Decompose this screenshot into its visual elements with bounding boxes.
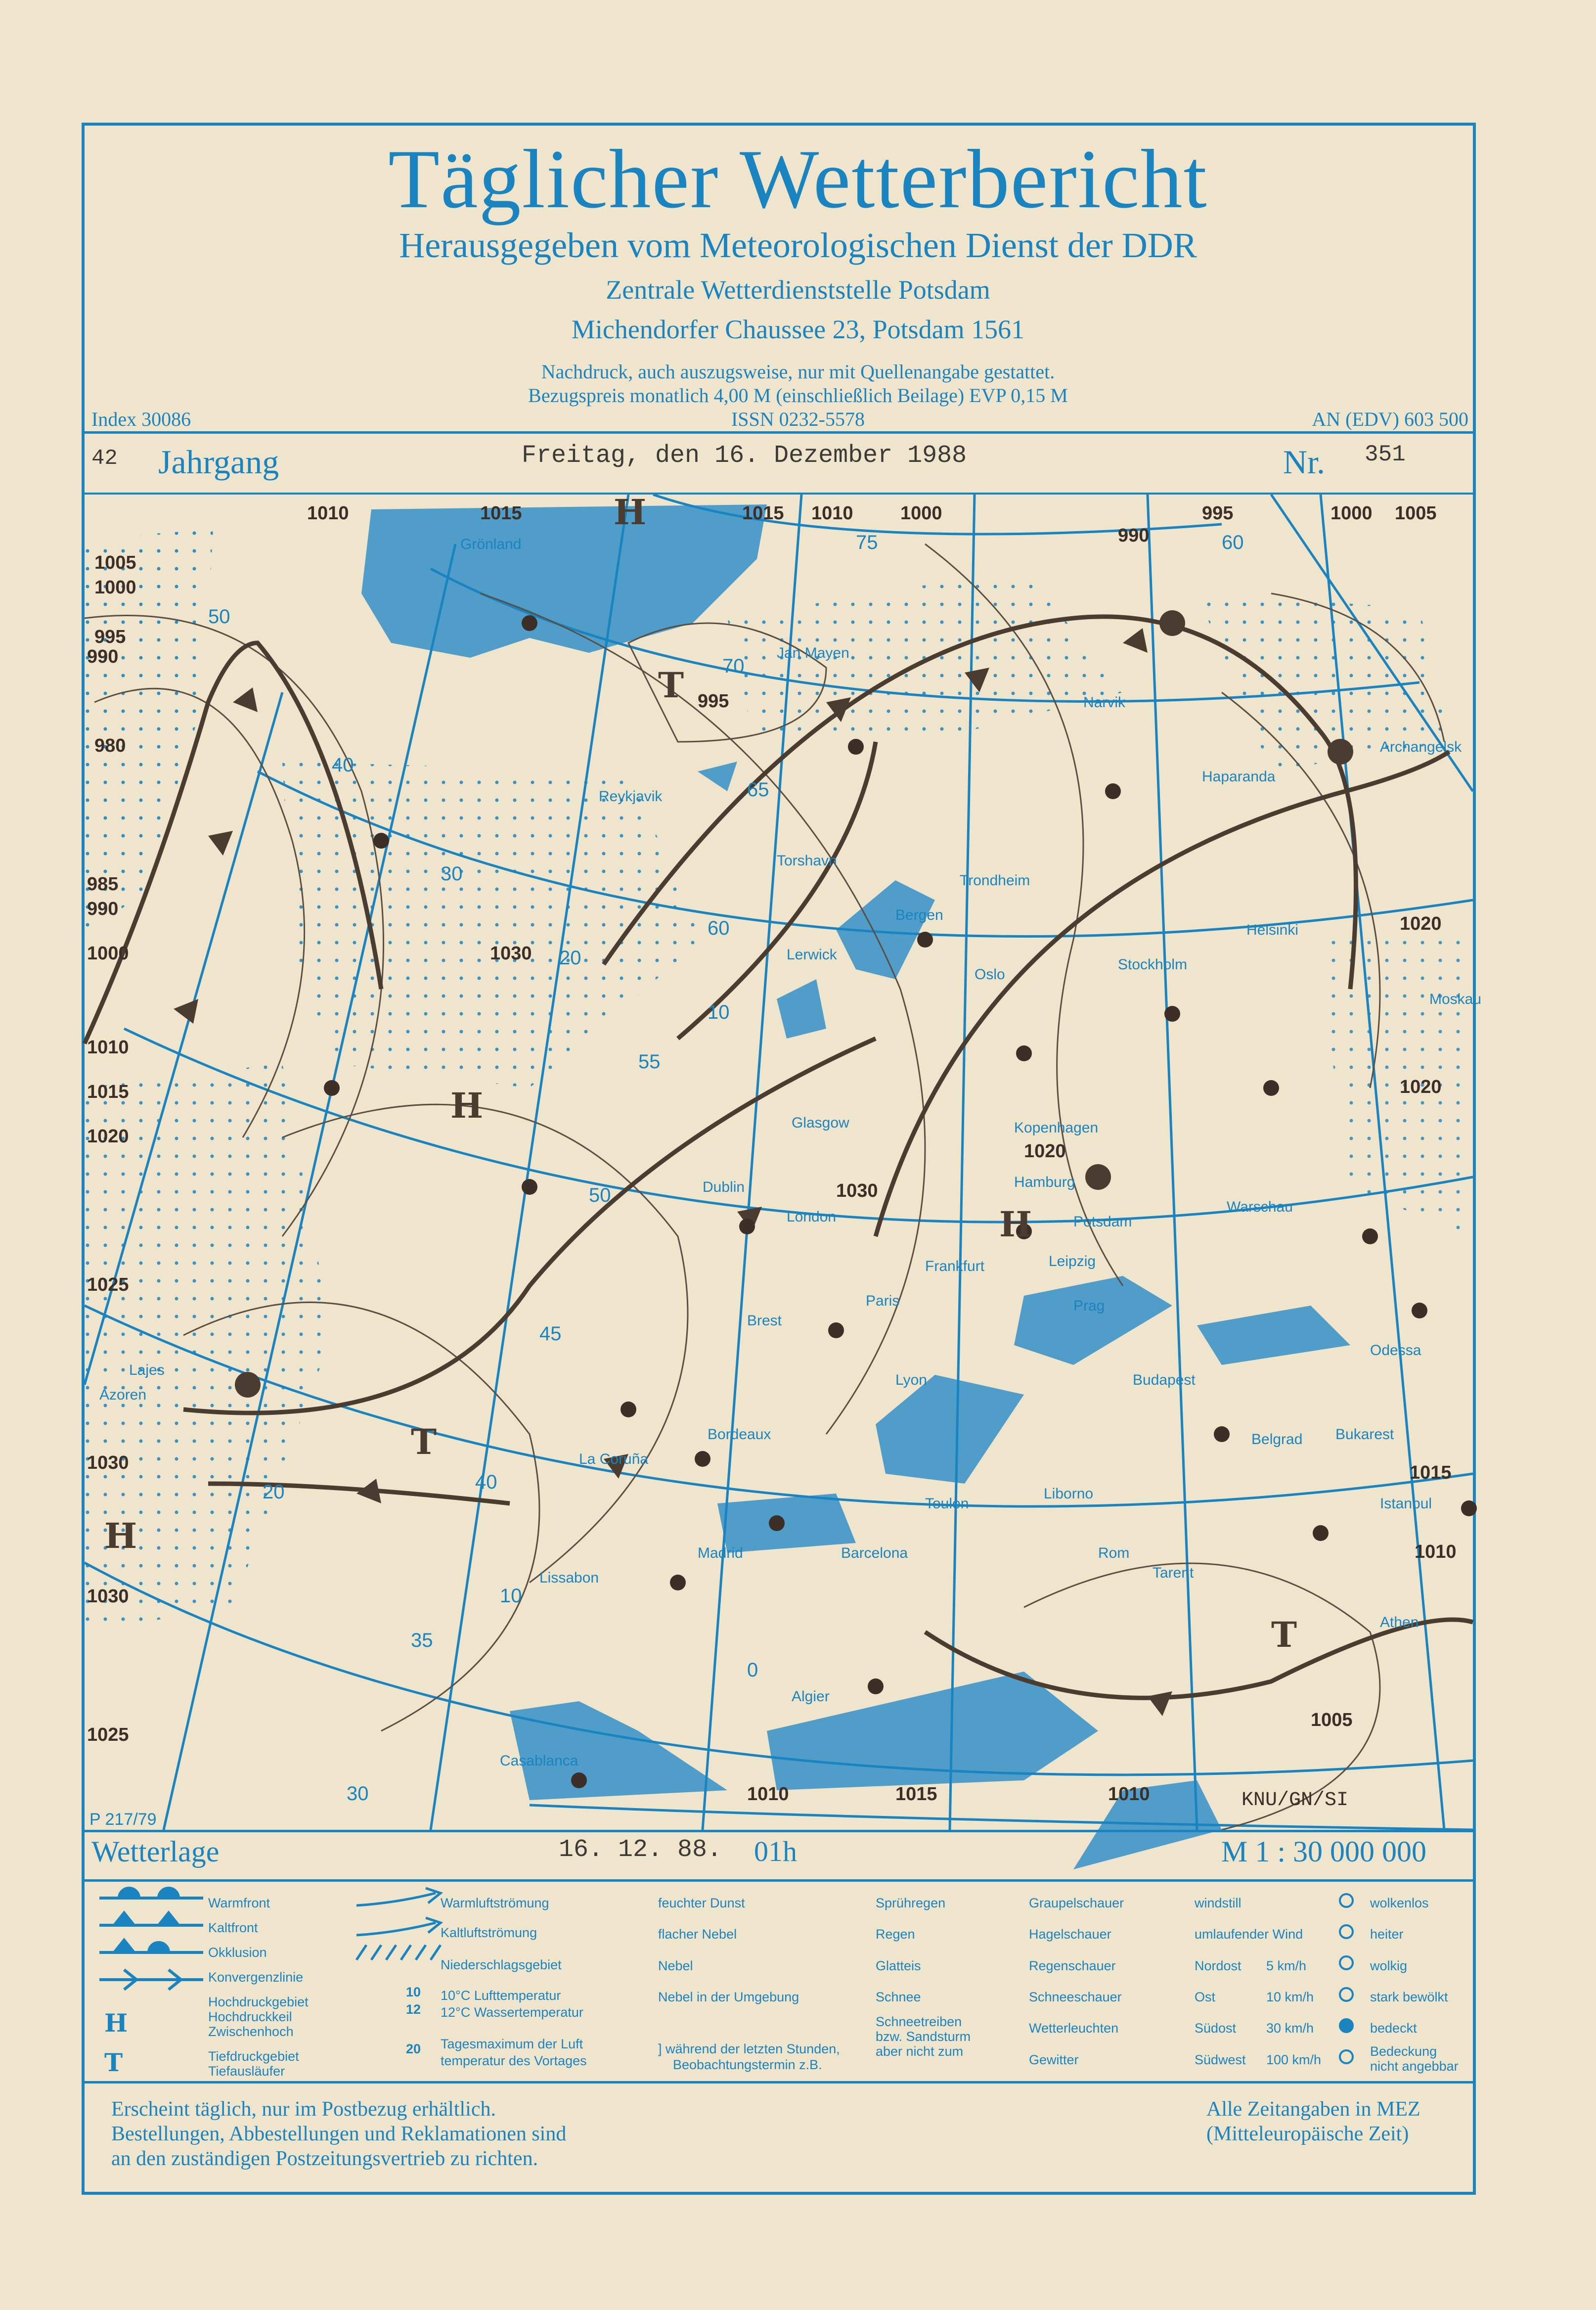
map-label: Stockholm (1118, 956, 1188, 973)
map-label: Bordeaux (708, 1426, 771, 1443)
map-label: Helsinki (1246, 922, 1299, 938)
publisher: Herausgegeben vom Meteorologischen Dienst der DDR (399, 226, 1197, 265)
grid-label: 0 (747, 1659, 758, 1681)
map-label: Liborno (1044, 1486, 1094, 1502)
legend-item: Warmluftströmung (441, 1896, 549, 1910)
map-label: Odessa (1370, 1342, 1421, 1359)
divider (82, 1830, 1476, 1832)
isobar-value: 1010 (1415, 1541, 1457, 1562)
front-legend-symbols (94, 1883, 208, 2081)
issue-date: Freitag, den 16. Dezember 1988 (522, 442, 967, 470)
grid-label: 75 (856, 532, 878, 553)
high-pressure-mark: H (614, 492, 647, 533)
isobar-value: 1020 (87, 1126, 129, 1147)
low-pressure-mark: T (411, 1421, 437, 1462)
isobar-value: 1020 (1400, 1077, 1442, 1097)
map-label: Brest (747, 1313, 782, 1329)
map-label: London (787, 1209, 837, 1225)
legend-item: Kaltluftströmung (441, 1925, 537, 1940)
map-label: Lyon (895, 1372, 927, 1388)
isobar-value: 1010 (307, 503, 349, 524)
map-label: Reykjavik (599, 788, 663, 805)
map-label: Narvik (1083, 694, 1126, 711)
isobar-value: 1010 (87, 1037, 129, 1058)
legend-speed: 100 km/h (1266, 2052, 1322, 2067)
map-label: Oslo (975, 966, 1005, 983)
high-pressure-mark: H (999, 1204, 1032, 1245)
isobar-value: 1000 (94, 577, 136, 598)
legend-item: Nebel in der Umgebung (658, 1990, 799, 2004)
grid-label: 40 (475, 1471, 497, 1493)
legend-item: Warmfront (208, 1896, 270, 1910)
timezone-note: (Mitteleuropäische Zeit) (1206, 2123, 1409, 2145)
svg-text:H: H (104, 2008, 128, 2038)
isobar-value: 990 (1118, 525, 1150, 546)
map-label: Lajes (129, 1362, 165, 1378)
map-label: Glasgow (792, 1115, 849, 1131)
grid-label: 10 (500, 1585, 522, 1607)
low-pressure-mark: T (1271, 1614, 1297, 1655)
legend-item: Bedeckung (1370, 2044, 1437, 2059)
legend-item: Sprühregen (876, 1896, 946, 1910)
divider (82, 431, 1476, 434)
map-label: Istanbul (1380, 1495, 1432, 1512)
legend-item: Kaltfront (208, 1920, 258, 1935)
reprint-note: Nachdruck, auch auszugsweise, nur mit Quellenangabe gestattet. (541, 361, 1055, 383)
plate-number: P 217/79 (89, 1810, 157, 1829)
legend-item: Nordost (1195, 1958, 1241, 1973)
legend-item: Tagesmaximum der Luft (441, 2037, 583, 2051)
legend-item: Beobachtungstermin z.B. (673, 2057, 822, 2072)
map-label: Haparanda (1202, 769, 1276, 785)
legend-item: Hochdruckkeil (208, 2009, 292, 2024)
isobar-value: 1005 (1395, 503, 1437, 524)
grid-label: 70 (722, 655, 745, 677)
map-label: Belgrad (1251, 1431, 1303, 1448)
isobar-value: 1020 (1400, 913, 1442, 934)
grid-label: 20 (263, 1481, 285, 1503)
map-label: Archangelsk (1380, 739, 1462, 755)
weather-map (85, 492, 1482, 1830)
legend-item: Ost (1195, 1990, 1216, 2004)
grid-label: 50 (208, 606, 230, 628)
timezone-note: Alle Zeitangaben in MEZ (1206, 2098, 1420, 2121)
volume-number: 42 (91, 446, 118, 471)
map-label: Rom (1098, 1545, 1130, 1561)
page-title: Täglicher Wetterbericht (388, 133, 1208, 226)
grid-label: 50 (589, 1184, 611, 1206)
nr-label: Nr. (1283, 443, 1325, 481)
legend-item: wolkig (1370, 1958, 1408, 1973)
map-label: Leipzig (1049, 1253, 1096, 1269)
legend (85, 1883, 1473, 2081)
isobar-value: 1010 (811, 503, 853, 524)
legend-item: heiter (1370, 1927, 1404, 1942)
isobar-value: 1020 (1024, 1141, 1066, 1162)
legend-item: feuchter Dunst (658, 1896, 745, 1910)
map-label: Bergen (895, 907, 943, 923)
map-label: Dublin (703, 1179, 745, 1195)
legend-symbol: 20 (406, 2041, 421, 2056)
footer-note-line: an den zuständigen Postzeitungsvertrieb zu richten. (111, 2147, 538, 2170)
map-scale: M 1 : 30 000 000 (1221, 1835, 1427, 1868)
legend-item: Regenschauer (1029, 1958, 1116, 1973)
grid-label: 45 (539, 1323, 562, 1345)
office: Zentrale Wetterdienststelle Potsdam (606, 275, 990, 305)
map-label: Paris (866, 1293, 900, 1309)
low-pressure-mark: T (658, 665, 684, 706)
map-label: Frankfurt (925, 1258, 985, 1274)
map-label: Barcelona (841, 1545, 908, 1561)
grid-label: 10 (708, 1001, 730, 1023)
map-label: Jan Mayen (777, 645, 849, 661)
map-label: Toulon (925, 1495, 969, 1512)
legend-item: Südwest (1195, 2052, 1246, 2067)
grid-label: 30 (441, 863, 463, 885)
map-label: Moskau (1429, 991, 1482, 1007)
legend-speed: 5 km/h (1266, 1958, 1307, 1973)
isobar-value: 1000 (1330, 503, 1373, 524)
isobar-value: 1005 (1311, 1710, 1353, 1730)
legend-item: umlaufender Wind (1195, 1927, 1303, 1942)
legend-item: 12°C Wassertemperatur (441, 2005, 583, 2020)
isobar-value: 1010 (747, 1784, 789, 1805)
legend-symbol: 12 (406, 2002, 421, 2017)
map-label: Prag (1073, 1298, 1105, 1314)
map-label: Madrid (698, 1545, 743, 1561)
legend-item: bzw. Sandsturm (876, 2029, 971, 2044)
cloud-cover-symbols (1335, 1891, 1360, 2079)
isobar-value: 1005 (94, 552, 136, 573)
issn: ISSN 0232-5578 (731, 408, 865, 430)
isobar-value: 1025 (87, 1724, 129, 1745)
map-label: Lissabon (539, 1570, 599, 1586)
map-label: Algier (792, 1688, 830, 1705)
map-label: Potsdam (1073, 1214, 1132, 1230)
footer-note-line: Erscheint täglich, nur im Postbezug erhältlich. (111, 2098, 496, 2121)
footer-note-line: Bestellungen, Abbestellungen und Reklamationen sind (111, 2123, 567, 2145)
legend-item: Nebel (658, 1958, 693, 1973)
map-label: Warschau (1227, 1199, 1293, 1215)
legend-item: Tiefausläufer (208, 2064, 285, 2079)
legend-item: flacher Nebel (658, 1927, 737, 1942)
divider (82, 2081, 1476, 2084)
map-label: Hamburg (1014, 1174, 1075, 1190)
legend-item: aber nicht zum (876, 2044, 964, 2059)
isobar-value: 1000 (900, 503, 942, 524)
map-label: Tarent (1153, 1565, 1194, 1581)
legend-item: Hagelschauer (1029, 1927, 1111, 1942)
legend-item: temperatur des Vortages (441, 2053, 587, 2068)
grid-label: 60 (708, 917, 730, 939)
grid-label: 40 (332, 754, 354, 776)
legend-speed: 10 km/h (1266, 1990, 1314, 2004)
isobar-value: 1030 (87, 1586, 129, 1607)
legend-item: Glatteis (876, 1958, 921, 1973)
volume-label: Jahrgang (158, 443, 279, 481)
price-note: Bezugspreis monatlich 4,00 M (einschließlich Beilage) EVP 0,15 M (528, 384, 1068, 407)
high-pressure-mark: H (104, 1515, 137, 1556)
isobar-value: 1000 (87, 943, 129, 964)
map-label: Azoren (99, 1387, 147, 1403)
legend-speed: 30 km/h (1266, 2021, 1314, 2036)
legend-item: Schneeschauer (1029, 1990, 1122, 2004)
isobar-value: 1015 (87, 1082, 129, 1102)
legend-item: Konvergenzlinie (208, 1970, 304, 1985)
index-number: Index 30086 (91, 408, 191, 430)
legend-item: windstill (1195, 1896, 1241, 1910)
map-label: Athen (1380, 1614, 1419, 1631)
grid-label: 30 (347, 1783, 369, 1805)
legend-item: Schneetreiben (876, 2014, 962, 2029)
legend-item: Schnee (876, 1990, 921, 2004)
isobar-value: 1015 (895, 1784, 937, 1805)
grid-label: 55 (638, 1051, 661, 1073)
isobar-value: 995 (698, 691, 729, 712)
legend-item: wolkenlos (1370, 1896, 1429, 1910)
legend-item: Gewitter (1029, 2052, 1079, 2067)
legend-item: bedeckt (1370, 2021, 1417, 2036)
isobar-value: 1030 (836, 1180, 878, 1201)
isobar-value: 1015 (1410, 1462, 1452, 1483)
map-label: Budapest (1133, 1372, 1196, 1388)
isobar-value: 1030 (490, 943, 532, 964)
legend-item: Graupelschauer (1029, 1896, 1124, 1910)
legend-item: Regen (876, 1927, 915, 1942)
legend-symbol: 10 (406, 1985, 421, 1999)
grid-label: 20 (559, 947, 581, 969)
map-label: Torshavn (777, 853, 837, 869)
map-label: Kopenhagen (1014, 1120, 1099, 1136)
isobar-value: 1015 (742, 503, 784, 524)
map-label: La Coruña (579, 1451, 649, 1467)
legend-item: nicht angebbar (1370, 2059, 1459, 2074)
address: Michendorfer Chaussee 23, Potsdam 1561 (571, 315, 1025, 344)
analyst-code: KNU/GN/SI (1241, 1789, 1349, 1812)
wetterlage-label: Wetterlage (91, 1835, 220, 1868)
high-pressure-mark: H (450, 1085, 484, 1126)
legend-item: Tiefdruckgebiet (208, 2049, 299, 2064)
legend-item: Wetterleuchten (1029, 2021, 1119, 2036)
legend-item: 10°C Lufttemperatur (441, 1988, 561, 2003)
legend-item: Südost (1195, 2021, 1237, 2036)
isobar-value: 1010 (1108, 1784, 1150, 1805)
map-label: Bukarest (1335, 1426, 1394, 1443)
nr-value: 351 (1365, 442, 1406, 467)
divider (82, 1879, 1476, 1882)
isobar-value: 995 (94, 627, 126, 647)
isobar-value: 990 (87, 646, 119, 667)
isobar-value: 1025 (87, 1274, 129, 1295)
legend-item: Niederschlagsgebiet (441, 1957, 562, 1972)
map-label: Lerwick (787, 947, 837, 963)
map-label: Grönland (460, 536, 522, 552)
observation-hour: 01h (754, 1835, 797, 1867)
grid-label: 35 (411, 1630, 433, 1651)
legend-item: Okklusion (208, 1945, 267, 1960)
legend-item: ] während der letzten Stunden, (658, 2041, 840, 2056)
map-label: Casablanca (500, 1753, 578, 1769)
legend-item: Zwischenhoch (208, 2024, 294, 2039)
isobar-value: 985 (87, 874, 119, 895)
isobar-value: 980 (94, 735, 126, 756)
observation-date: 16. 12. 88. (559, 1836, 722, 1864)
isobar-value: 1030 (87, 1452, 129, 1473)
map-label: Trondheim (960, 872, 1030, 889)
grid-label: 60 (1222, 532, 1244, 553)
isobar-value: 1015 (480, 503, 522, 524)
isobar-value: 990 (87, 899, 119, 919)
isobar-value: 995 (1202, 503, 1234, 524)
grid-label: 65 (747, 779, 769, 801)
legend-item: Hochdruckgebiet (208, 1994, 309, 2009)
svg-text:T: T (104, 2048, 123, 2077)
an-edv: AN (EDV) 603 500 (1312, 408, 1468, 430)
legend-item: stark bewölkt (1370, 1990, 1448, 2004)
